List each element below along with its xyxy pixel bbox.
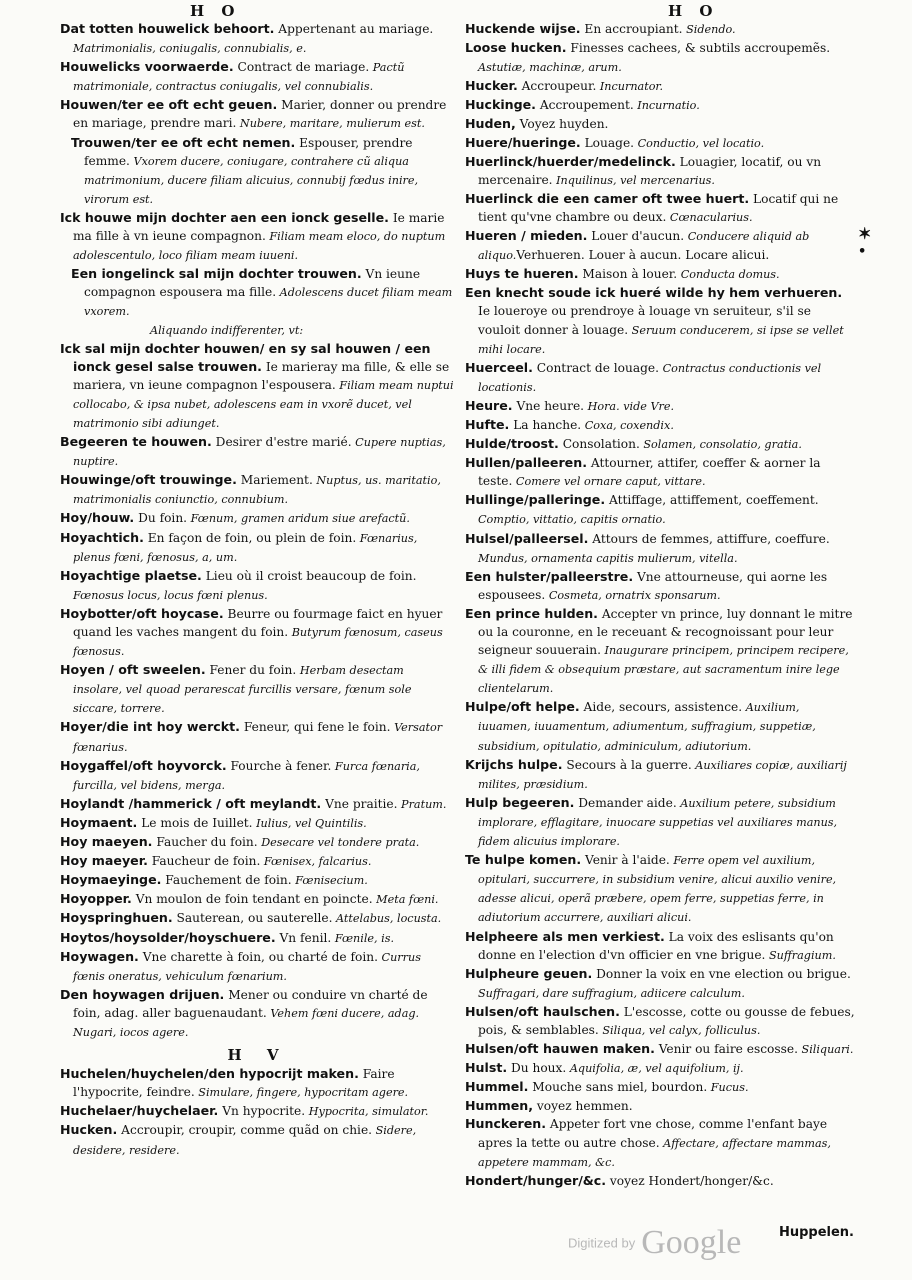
entry-french: Accepter vn prince, luy donnant le mitre ou la couronne, en le receuant & recognoissant pour leur seigneur souuerain. — [478, 606, 853, 658]
dictionary-entry — [465, 265, 855, 284]
dictionary-entry — [60, 509, 456, 528]
dictionary-entry — [465, 1115, 855, 1171]
entry-french: Accroupir, croupir, comme quãd on chie. — [117, 1123, 373, 1138]
entry-french: Desirer d'estre marié. — [211, 435, 352, 450]
entry-headword: Een hulster/palleerstre. — [465, 568, 634, 584]
entry-headword: Hulpheure geuen. — [465, 965, 593, 981]
dictionary-entry — [465, 416, 855, 435]
dictionary-entry — [60, 605, 456, 661]
google-logo: Google — [641, 1224, 742, 1261]
entry-latin: Herbam desectam insolare, vel quoad perarescat furcillis versare, fœnum sole siccare, torrere. — [73, 664, 412, 716]
entry-headword: Loose hucken. — [465, 40, 567, 56]
dictionary-entry — [465, 96, 855, 115]
entry-headword: Hoymaeyinge. — [60, 872, 162, 888]
dictionary-entry — [60, 96, 456, 133]
entry-headword: Huerlinck/huerder/medelinck. — [465, 153, 676, 169]
entry-latin: Ferre opem vel auxilium, opitulari, succurrere, in subsidium venire, alicui auxilio venire, adesse alicui, operã præbere, opem ferre, suppetias ferre, in adiutorium accurrere, auxiliari alicui. — [478, 854, 837, 925]
entry-headword: Hucker. — [465, 78, 518, 94]
entry-headword: Een knecht soude ick hueré wilde hy hem verhueren. — [465, 285, 843, 301]
dictionary-entry — [465, 77, 855, 96]
entry-french: Vne charette à foin, ou charté de foin. — [138, 949, 378, 964]
section-heading: H V — [227, 1046, 289, 1065]
entry-headword: Hulpe/oft helpe. — [465, 699, 580, 715]
entry-headword: Begeeren te houwen. — [60, 434, 212, 450]
dictionary-entry — [465, 454, 855, 491]
dictionary-entry — [60, 795, 456, 814]
entry-latin: Inquilinus, vel mercenarius. — [552, 173, 715, 187]
entry-latin: Cosmeta, ornatrix sponsarum. — [545, 588, 721, 602]
dictionary-entry — [60, 1065, 456, 1102]
entry-french: Appeter fort vne chose, comme l'enfant baye apres la tette ou autre chose. — [478, 1117, 828, 1150]
entry-latin: Seruum conducerem, si ipse se vellet mihi locare. — [478, 323, 844, 356]
dictionary-entry — [60, 20, 456, 58]
dictionary-entry — [465, 1078, 855, 1097]
dictionary-entry — [465, 1040, 855, 1059]
entry-french: Lieu où il croist beaucoup de foin. — [201, 568, 417, 583]
entry-french: Feneur, qui fene le foin. — [239, 720, 391, 735]
entry-french: Vne heure. — [512, 398, 585, 413]
dictionary-entry — [60, 986, 456, 1042]
entry-headword: Hullen/palleeren. — [465, 455, 587, 471]
entry-latin: Fucus. — [707, 1081, 749, 1095]
entry-french: Mener ou conduire vn charté de foin, adag. aller baguenaudant. — [73, 987, 428, 1020]
entry-latin: Contractus conductionis vel locationis. — [478, 361, 822, 394]
dictionary-entry — [60, 661, 456, 718]
running-head-right: H O — [668, 2, 719, 20]
entry-headword: Hulst. — [465, 1060, 508, 1076]
dictionary-entry — [465, 39, 855, 77]
entry-headword: Hoy/houw. — [60, 510, 135, 526]
dictionary-entry — [60, 833, 456, 852]
entry-latin: Fœnarius, plenus fœni, fœnosus, a, um. — [73, 531, 418, 564]
entry-headword: Houwinge/oft trouwinge. — [60, 472, 237, 488]
dictionary-entry — [60, 871, 456, 890]
entry-french: Vn ieune compagnon espousera ma fille. — [84, 267, 421, 300]
entry-french: Faire l'hypocrite, feindre. — [73, 1067, 395, 1100]
dictionary-entry — [60, 134, 456, 209]
entry-french: Ie marie ma fille à vn ieune compagnon. — [73, 210, 445, 244]
dictionary-entry — [465, 284, 855, 358]
entry-latin: Hora. vide Vre. — [584, 399, 675, 413]
margin-mark-dot: • — [858, 244, 867, 259]
dictionary-entry — [465, 491, 855, 529]
entry-french: Vne attourneuse, qui aorne les espousees. — [478, 569, 828, 602]
entry-headword: Hoyopper. — [60, 891, 132, 907]
entry-headword: Dat totten houwelick behoort. — [60, 21, 275, 36]
entry-latin: Filiam meam nuptui collocabo, & ipsa nubet, adolescens eam in vxorẽ ducet, vel matrimonio sibi adiunget. — [73, 378, 454, 430]
margin-mark-star: ✶ — [858, 224, 872, 243]
entry-headword: Hoyen / oft sweelen. — [60, 662, 206, 678]
entry-french: Faucher du foin. — [152, 835, 258, 850]
entry-headword: Hulsen/oft hauwen maken. — [465, 1041, 655, 1057]
entry-french: Aide, secours, assistence. — [579, 700, 743, 715]
entry-french: Consolation. — [558, 437, 640, 452]
entry-french: Vn fenil. — [275, 930, 332, 945]
left-column — [60, 20, 456, 1160]
entry-latin: Conductio, vel locatio. — [634, 136, 765, 150]
dictionary-entry — [465, 794, 855, 851]
entry-french: Du foin. — [134, 511, 188, 526]
entry-french: Maison à louer. — [578, 267, 678, 282]
entry-french: Attourner, attifer, coeffer & aorner la teste. — [478, 456, 821, 489]
dictionary-entry — [465, 698, 855, 755]
entry-latin: Butyrum fœnosum, caseus fœnosus. — [73, 626, 443, 659]
entry-latin: Vxorem ducere, coniugare, contrahere cũ aliqua matrimonium, ducere filiam alicuius, connubij fœdus inire, virorum est. — [84, 154, 419, 206]
entry-headword: Den hoywagen drijuen. — [60, 986, 225, 1002]
dictionary-entry — [465, 1059, 855, 1078]
entry-latin: Vehem fœni ducere, adag. Nugari, iocos agere. — [73, 1006, 420, 1039]
dictionary-entry — [465, 605, 855, 698]
entry-headword: Huchelen/huychelen/den hypocrijt maken. — [60, 1066, 359, 1082]
entry-latin: Suffragium. — [765, 948, 836, 962]
entry-latin: Meta fœni. — [372, 893, 439, 907]
dictionary-entry — [465, 153, 855, 190]
dictionary-entry — [465, 1172, 855, 1190]
entry-french: Accroupeur. — [517, 79, 597, 94]
entry-french: Contract de louage. — [532, 360, 660, 375]
entry-headword: Een prince hulden. — [465, 605, 598, 621]
entry-headword: Hoyachtige plaetse. — [60, 567, 202, 583]
entry-french: Du houx. — [507, 1061, 567, 1076]
entry-french: Faucheur de foin. — [147, 854, 261, 869]
entry-french: Fourche à fener. — [226, 758, 332, 773]
entry-latin: Fœnisex, falcarius. — [260, 855, 372, 869]
entry-extra: Verhueren. Louer à aucun. Locare alicui. — [516, 248, 770, 263]
entry-french: Louagier, locatif, ou vn mercenaire. — [478, 154, 822, 187]
entry-french: La hanche. — [509, 417, 582, 432]
entry-headword: Huckinge. — [465, 97, 536, 113]
entry-french: Contract de mariage. — [233, 60, 370, 75]
entry-headword: Hoybotter/oft hoycase. — [60, 605, 224, 621]
running-head-left: H O — [190, 2, 241, 20]
dictionary-entry — [465, 397, 855, 416]
entry-headword: Houwelicks voorwaerde. — [60, 59, 234, 75]
entry-latin: Pratum. — [397, 797, 447, 811]
dictionary-entry — [465, 359, 855, 397]
entry-latin: Nuptus, us. maritatio, matrimonialis coniunctio, connubium. — [73, 474, 441, 507]
entry-latin: Aquifolia, æ, vel aquifolium, ij. — [566, 1062, 744, 1076]
entry-french: voyez hemmen. — [533, 1099, 633, 1114]
entry-french: Demander aide. — [574, 795, 677, 810]
entry-french: Venir à l'aide. — [581, 853, 670, 868]
entry-headword: Ick houwe mijn dochter aen een ionck geselle. — [60, 209, 389, 225]
entry-latin: Conducta domus. — [677, 268, 780, 282]
entry-french: Louer d'aucun. — [587, 229, 685, 244]
entry-headword: Hunckeren. — [465, 1116, 547, 1132]
dictionary-entry — [60, 567, 456, 605]
entry-latin: Affectare, affectare mammas, appetere mammam, &c. — [478, 1136, 831, 1169]
entry-headword: Hoyer/die int hoy werckt. — [60, 719, 240, 735]
dictionary-entry — [60, 909, 456, 928]
entry-french: voyez Hondert/honger/&c. — [606, 1173, 774, 1188]
entry-french: Espouser, prendre femme. — [84, 135, 413, 168]
entry-headword: Hoygaffel/oft hoyvorck. — [60, 757, 227, 773]
entry-headword: Hoy maeyen. — [60, 834, 153, 850]
entry-french: Accroupement. — [535, 98, 634, 113]
dictionary-entry — [60, 209, 456, 265]
entry-headword: Huden, — [465, 116, 516, 132]
entry-latin: Astutiæ, machinæ, arum. — [478, 61, 622, 75]
entry-french: Finesses cachees, & subtils accroupemẽs. — [566, 41, 831, 56]
entry-french: Mouche sans miel, bourdon. — [528, 1080, 708, 1095]
dictionary-entry — [60, 814, 456, 833]
entry-headword: Huchelaer/huychelaer. — [60, 1103, 219, 1119]
dictionary-entry — [60, 890, 456, 909]
entry-latin: Inaugurare principem, principem recipere, & illi fidem & obsequium præstare, aut sacramentum inire lege clientelarum. — [478, 644, 849, 696]
entry-headword: Hucken. — [60, 1122, 118, 1138]
entry-french: Sauterean, ou sauterelle. — [172, 911, 333, 926]
entry-headword: Ick sal mijn dochter houwen/ en sy sal houwen / een ionck gesel salse trouwen. — [60, 340, 431, 374]
entry-french: Fauchement de foin. — [161, 873, 292, 888]
entry-latin: Auxilium petere, subsidium implorare, efflagitare, inuocare suppetias vel auxiliares manus, fidem alicuius implorare. — [478, 796, 838, 849]
dictionary-entry — [60, 471, 456, 509]
entry-french: Secours à la guerre. — [562, 757, 692, 772]
dictionary-entry — [60, 1102, 456, 1121]
dictionary-entry — [60, 340, 456, 433]
entry-latin: Filiam meam eloco, do nuptum adolescentulo, loco filiam meam iuueni. — [73, 230, 446, 263]
dictionary-entry — [465, 530, 855, 568]
entry-french: En accroupiant. — [580, 22, 683, 36]
entry-french: Vn moulon de foin tendant en poincte. — [131, 892, 373, 907]
entry-headword: Hulp begeeren. — [465, 794, 575, 810]
entry-latin: Cœnacularius. — [666, 210, 753, 224]
entry-headword: Hoymaent. — [60, 814, 138, 830]
entry-french: Appertenant au mariage. — [274, 22, 434, 36]
entry-headword: Helpheere als men verkiest. — [465, 928, 665, 944]
entry-latin: Hypocrita, simulator. — [305, 1105, 429, 1119]
entry-headword: Hummel. — [465, 1079, 529, 1095]
dictionary-entry — [60, 1121, 456, 1159]
entry-latin: Sidere, desidere, residere. — [73, 1124, 417, 1157]
entry-latin: Matrimonialis, coniugalis, connubialis, e. — [73, 42, 307, 56]
entry-latin: Solamen, consolatio, gratia. — [639, 438, 802, 452]
entry-latin: Attelabus, locusta. — [332, 912, 442, 926]
entry-latin: Cupere nuptias, nuptire. — [73, 436, 446, 469]
dictionary-entry — [465, 1097, 855, 1115]
catchword: Huppelen. — [778, 1225, 854, 1240]
entry-latin: Conducere aliquid ab aliquo. — [478, 230, 810, 263]
dictionary-entry — [465, 227, 855, 265]
entry-french: Locatif qui ne tient qu'vne chambre ou deux. — [478, 191, 839, 224]
entry-headword: Te hulpe komen. — [465, 852, 582, 868]
entry-headword: Hoytos/hoysolder/hoyschuere. — [60, 929, 276, 945]
dictionary-entry — [60, 529, 456, 567]
entry-latin: Furca fœnaria, furcilla, vel bidens, merga. — [73, 759, 420, 792]
dictionary-entry — [465, 965, 855, 1003]
dictionary-entry — [465, 1003, 855, 1040]
entry-latin: Auxilium, iuuamen, iuuamentum, adiumentum, suffragium, suppetiæ, subsidium, opitulatio, adminiculum, adiutorium. — [478, 701, 816, 753]
entry-french: Beurre ou fourmage faict en hyuer quand les vaches mangent du foin. — [73, 606, 443, 639]
entry-latin: Coxa, coxendix. — [581, 418, 674, 432]
entry-headword: Huckende wijse. — [465, 21, 581, 36]
entry-latin: Iulius, vel Quintilis. — [252, 816, 367, 830]
entry-latin: Currus fœnis oneratus, vehiculum fœnarium. — [73, 950, 421, 983]
dictionary-entry — [465, 756, 855, 794]
entry-latin: Siliquari. — [797, 1043, 854, 1057]
entry-latin: Sidendo. — [682, 23, 736, 36]
entry-french: En façon de foin, ou plein de foin. — [143, 530, 357, 545]
dictionary-entry — [465, 134, 855, 153]
dictionary-entry — [60, 58, 456, 96]
entry-latin: Siliqua, vel calyx, folliculus. — [598, 1023, 761, 1037]
entry-headword: Hulde/troost. — [465, 436, 559, 452]
entry-french: Vne praitie. — [321, 796, 398, 811]
entry-headword: Hondert/hunger/&c. — [465, 1172, 607, 1188]
dictionary-entry — [465, 435, 855, 454]
entry-latin: Auxiliares copiæ, auxiliarij milites, præsidium. — [478, 758, 847, 791]
entry-headword: Krijchs hulpe. — [465, 756, 563, 772]
entry-headword: Trouwen/ter ee oft echt nemen. — [71, 134, 296, 150]
entry-french: Marier, donner ou prendre en mariage, prendre mari. — [73, 98, 447, 131]
entry-headword: Hummen, — [465, 1098, 534, 1114]
entry-french: Donner la voix en vne election ou brigue. — [592, 966, 851, 981]
usage-note: Aliquando indifferenter, vt: — [150, 323, 304, 337]
dictionary-entry — [60, 948, 456, 986]
right-column — [465, 20, 855, 1190]
entry-latin: Suffragari, dare suffragium, adiicere calculum. — [478, 986, 745, 1000]
entry-headword: Hoyspringhuen. — [60, 910, 173, 926]
entry-latin: Versator fœnarius. — [73, 721, 443, 754]
entry-french: Le mois de Iuillet. — [137, 815, 253, 830]
entry-headword: Heure. — [465, 397, 513, 413]
dictionary-entry — [60, 718, 456, 756]
entry-french: Attiffage, attiffement, coeffement. — [605, 493, 819, 508]
entry-headword: Hueren / mieden. — [465, 228, 588, 244]
entry-latin: Mundus, ornamenta capitis mulierum, vitella. — [478, 551, 738, 565]
entry-headword: Hulsen/oft haulschen. — [465, 1003, 620, 1019]
entry-latin: Pactũ matrimoniale, contractus coniugalis, vel connubialis. — [73, 61, 405, 94]
entry-latin: Incurnatio. — [633, 99, 700, 113]
entry-latin: Fœnisecium. — [291, 874, 368, 888]
entry-latin: Nubere, maritare, mulierum est. — [236, 117, 425, 131]
dictionary-entry — [60, 433, 456, 471]
entry-latin: Comere vel ornare caput, vittare. — [512, 475, 706, 489]
entry-headword: Hoy maeyer. — [60, 853, 148, 869]
entry-headword: Huerceel. — [465, 359, 533, 375]
dictionary-entry — [465, 928, 855, 965]
dictionary-entry — [60, 929, 456, 948]
entry-french: Vn hypocrite. — [218, 1104, 306, 1119]
entry-headword: Hulsel/palleersel. — [465, 530, 589, 546]
entry-headword: Hufte. — [465, 416, 510, 432]
entry-latin: Simulare, fingere, hypocritam agere. — [194, 1086, 409, 1100]
dictionary-entry — [60, 265, 456, 321]
entry-latin: Adolescens ducet filiam meam vxorem. — [84, 286, 453, 319]
entry-latin: Fœnum, gramen aridum siue arefactũ. — [187, 512, 410, 526]
dictionary-entry — [465, 568, 855, 605]
dictionary-entry — [465, 20, 855, 39]
entry-headword: Houwen/ter ee oft echt geuen. — [60, 97, 278, 113]
dictionary-entry — [465, 115, 855, 133]
dictionary-entry — [60, 757, 456, 795]
entry-latin: Fœnosus locus, locus fœni plenus. — [73, 588, 268, 602]
entry-french: Louage. — [580, 135, 635, 150]
entry-latin: Incurnator. — [596, 80, 664, 94]
entry-headword: Hoyachtich. — [60, 529, 144, 545]
entry-headword: Hoywagen. — [60, 948, 139, 964]
entry-french: Fener du foin. — [205, 663, 297, 678]
entry-latin: Desecare vel tondere prata. — [257, 836, 420, 850]
dictionary-entry — [60, 852, 456, 871]
entry-french: Venir ou faire escosse. — [654, 1042, 798, 1057]
entry-french: Ie marieray ma fille, & elle se mariera, vn ieune compagnon l'espousera. — [73, 359, 450, 392]
entry-french: L'escosse, cotte ou gousse de febues, pois, & semblables. — [478, 1004, 855, 1037]
entry-headword: Een iongelinck sal mijn dochter trouwen. — [71, 266, 362, 282]
watermark-prefix: Digitized by — [568, 1235, 636, 1251]
entry-french: Voyez huyden. — [515, 117, 609, 132]
entry-latin: Fœnile, is. — [331, 931, 395, 945]
entry-latin: Comptio, vittatio, capitis ornatio. — [478, 513, 666, 527]
digitized-watermark — [568, 1224, 741, 1262]
dictionary-entry — [465, 851, 855, 927]
entry-headword: Hullinge/palleringe. — [465, 492, 606, 508]
entry-french: La voix des eslisants qu'on donne en l'election d'vn officier en vne brigue. — [478, 929, 834, 962]
entry-headword: Huerlinck die een camer oft twee huert. — [465, 190, 750, 206]
dictionary-entry — [465, 190, 855, 227]
entry-headword: Huere/hueringe. — [465, 134, 581, 150]
entry-french: Mariement. — [236, 473, 313, 488]
entry-french: Ie loueroye ou prendroye à louage vn seruiteur, s'il se vouloit donner à louage. — [478, 304, 811, 337]
entry-headword: Hoylandt /hammerick / oft meylandt. — [60, 795, 322, 811]
entry-french: Attours de femmes, attiffure, coeffure. — [588, 531, 830, 546]
entry-headword: Huys te hueren. — [465, 266, 579, 282]
